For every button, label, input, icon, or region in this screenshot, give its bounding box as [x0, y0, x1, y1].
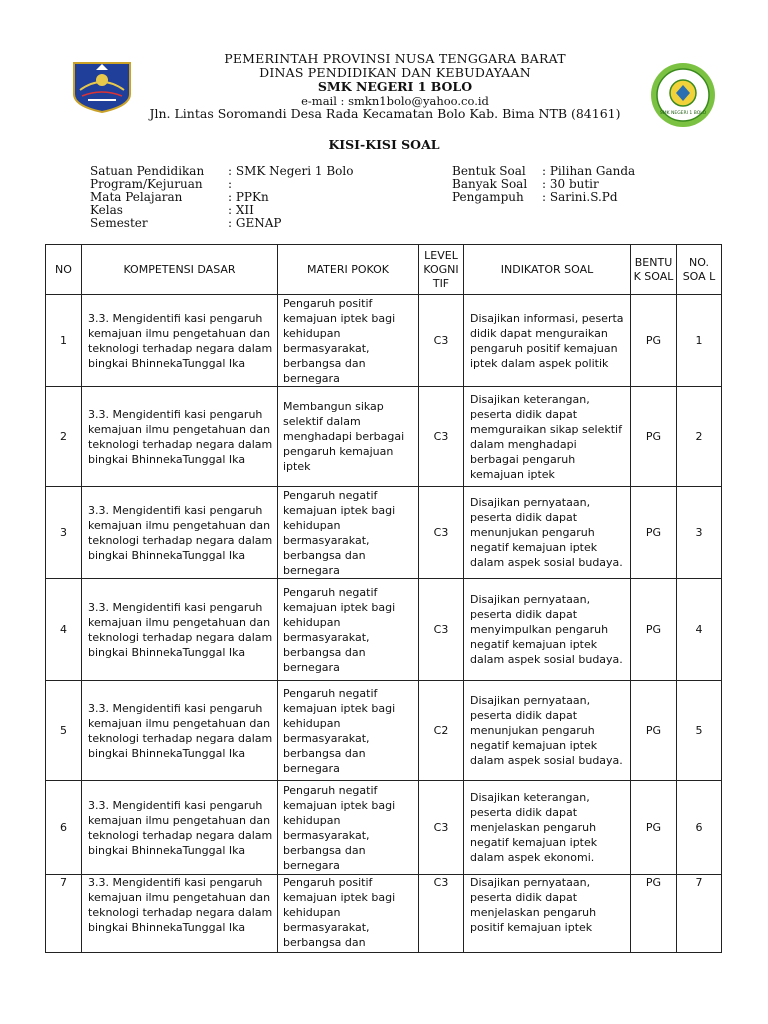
meta-label: Pengampuh [452, 190, 524, 204]
meta-row [90, 217, 353, 230]
cell-indikator: Disajikan pernyataan, peserta didik dapat menjelaskan pengaruh positif kemajuan iptek [464, 875, 631, 953]
cell-bentuk: PG [631, 579, 677, 681]
cell-no: 7 [46, 875, 82, 953]
cell-kompetensi-dasar: 3.3. Mengidentifi kasi pengaruh kemajuan ilmu pengetahuan dan teknologi terhadap negara dalam bingkai BhinnekaTunggal Ika [82, 781, 278, 875]
header-level-kognitif: LEVEL KOGNI TIF [419, 245, 464, 295]
cell-no-soal: 2 [677, 387, 722, 487]
table-row [46, 875, 722, 953]
meta-value: : GENAP [228, 216, 282, 230]
meta-value: : 30 butir [542, 177, 599, 191]
meta-label: Satuan Pendidikan [90, 164, 205, 178]
meta-label: Mata Pelajaran [90, 190, 183, 204]
cell-materi-pokok: Pengaruh negatif kemajuan iptek bagi kehidupan bermasyarakat, berbangsa dan bernegara [278, 579, 419, 681]
cell-no: 6 [46, 781, 82, 875]
meta-value: : Sarini.S.Pd [542, 190, 618, 204]
cell-no-soal: 7 [677, 875, 722, 953]
cell-no: 3 [46, 487, 82, 579]
cell-indikator: Disajikan pernyataan, peserta didik dapat menunjukan pengaruh negatif kemajuan iptek dalam aspek sosial budaya. [464, 681, 631, 781]
cell-materi-pokok: Pengaruh negatif kemajuan iptek bagi kehidupan bermasyarakat, berbangsa dan bernegara [278, 681, 419, 781]
cell-no: 4 [46, 579, 82, 681]
header-indikator-soal: INDIKATOR SOAL [464, 245, 631, 295]
cell-no-soal: 3 [677, 487, 722, 579]
cell-bentuk: PG [631, 681, 677, 781]
meta-value: : SMK Negeri 1 Bolo [228, 164, 354, 178]
meta-value: : XII [228, 203, 254, 217]
cell-level: C3 [419, 487, 464, 579]
cell-kompetensi-dasar: 3.3. Mengidentifi kasi pengaruh kemajuan ilmu pengetahuan dan teknologi terhadap negara dalam bingkai BhinnekaTunggal Ika [82, 295, 278, 387]
meta-left [90, 165, 353, 230]
school-logo-text: SMK NEGERI 1 BOLO [659, 111, 707, 116]
meta-label: Kelas [90, 203, 123, 217]
table-row [46, 681, 722, 781]
cell-kompetensi-dasar: 3.3. Mengidentifi kasi pengaruh kemajuan ilmu pengetahuan dan teknologi terhadap negara dalam bingkai BhinnekaTunggal Ika [82, 387, 278, 487]
cell-level: C3 [419, 875, 464, 953]
cell-no-soal: 4 [677, 579, 722, 681]
meta-label: Program/Kejuruan [90, 177, 203, 191]
cell-bentuk: PG [631, 781, 677, 875]
meta-label: Banyak Soal [452, 177, 528, 191]
cell-materi-pokok: Pengaruh negatif kemajuan iptek bagi kehidupan bermasyarakat, berbangsa dan bernegara [278, 781, 419, 875]
cell-bentuk: PG [631, 875, 677, 953]
cell-no: 5 [46, 681, 82, 781]
header-no: NO [46, 245, 82, 295]
cell-indikator: Disajikan keterangan, peserta didik dapat menjelaskan pengaruh negatif kemajuan iptek dalam aspek ekonomi. [464, 781, 631, 875]
cell-level: C3 [419, 781, 464, 875]
cell-kompetensi-dasar: 3.3. Mengidentifi kasi pengaruh kemajuan ilmu pengetahuan dan teknologi terhadap negara dalam bingkai BhinnekaTunggal Ika [82, 579, 278, 681]
meta-label: Bentuk Soal [452, 164, 526, 178]
cell-materi-pokok: Pengaruh negatif kemajuan iptek bagi kehidupan bermasyarakat, berbangsa dan bernegara [278, 487, 419, 579]
header-bentuk-soal: BENTU K SOAL [631, 245, 677, 295]
table-row [46, 387, 722, 487]
cell-kompetensi-dasar: 3.3. Mengidentifi kasi pengaruh kemajuan ilmu pengetahuan dan teknologi terhadap negara dalam bingkai BhinnekaTunggal Ika [82, 681, 278, 781]
letterhead [0, 0, 768, 130]
meta-value: : Pilihan Ganda [542, 164, 636, 178]
school-address: Jln. Lintas Soromandi Desa Rada Kecamatan Bolo Kab. Bima NTB (84161) [149, 106, 621, 121]
cell-no: 2 [46, 387, 82, 487]
cell-materi-pokok: Pengaruh positif kemajuan iptek bagi kehidupan bermasyarakat, berbangsa dan [278, 875, 419, 953]
cell-kompetensi-dasar: 3.3. Mengidentifi kasi pengaruh kemajuan ilmu pengetahuan dan teknologi terhadap negara dalam bingkai BhinnekaTunggal Ika [82, 487, 278, 579]
meta-right [452, 165, 635, 204]
document-title: KISI-KISI SOAL [328, 137, 440, 152]
table-row [46, 295, 722, 387]
school-logo-icon [650, 62, 716, 128]
meta-label: Semester [90, 216, 148, 230]
table-row [46, 579, 722, 681]
cell-no-soal: 5 [677, 681, 722, 781]
cell-indikator: Disajikan pernyataan, peserta didik dapat menunjukan pengaruh negatif kemajuan iptek dalam aspek sosial budaya. [464, 487, 631, 579]
table-row [46, 487, 722, 579]
cell-level: C3 [419, 579, 464, 681]
header-kompetensi-dasar: KOMPETENSI DASAR [82, 245, 278, 295]
cell-no: 1 [46, 295, 82, 387]
cell-level: C3 [419, 295, 464, 387]
header-no-soal: NO. SOA L [677, 245, 722, 295]
government-line: PEMERINTAH PROVINSI NUSA TENGGARA BARAT [224, 51, 566, 66]
cell-indikator: Disajikan pernyataan, peserta didik dapat menyimpulkan pengaruh negatif kemajuan iptek dalam aspek sosial budaya. [464, 579, 631, 681]
department-line: DINAS PENDIDIKAN DAN KEBUDAYAAN [259, 65, 531, 80]
meta-row [452, 191, 635, 204]
cell-indikator: Disajikan informasi, peserta didik dapat menguraikan pengaruh positif kemajuan iptek dalam aspek politik [464, 295, 631, 387]
cell-kompetensi-dasar: 3.3. Mengidentifi kasi pengaruh kemajuan ilmu pengetahuan dan teknologi terhadap negara dalam bingkai BhinnekaTunggal Ika [82, 875, 278, 953]
cell-materi-pokok: Membangun sikap selektif dalam menghadapi berbagai pengaruh kemajuan iptek [278, 387, 419, 487]
cell-bentuk: PG [631, 387, 677, 487]
meta-value: : [228, 177, 233, 191]
cell-no-soal: 6 [677, 781, 722, 875]
table-row [46, 781, 722, 875]
school-email: e-mail : smkn1bolo@yahoo.co.id [301, 94, 489, 108]
cell-bentuk: PG [631, 487, 677, 579]
meta-row [90, 191, 353, 204]
kisi-kisi-table [45, 244, 722, 953]
header-materi-pokok: MATERI POKOK [278, 245, 419, 295]
meta-value: : PPKn [228, 190, 269, 204]
table-header-row [46, 245, 722, 295]
cell-indikator: Disajikan keterangan, peserta didik dapat memguraikan sikap selektif dalam menghadapi berbagai pengaruh kemajuan iptek [464, 387, 631, 487]
cell-level: C3 [419, 387, 464, 487]
cell-level: C2 [419, 681, 464, 781]
cell-no-soal: 1 [677, 295, 722, 387]
school-name: SMK NEGERI 1 BOLO [317, 79, 473, 94]
cell-bentuk: PG [631, 295, 677, 387]
cell-materi-pokok: Pengaruh positif kemajuan iptek bagi kehidupan bermasyarakat, berbangsa dan bernegara [278, 295, 419, 387]
